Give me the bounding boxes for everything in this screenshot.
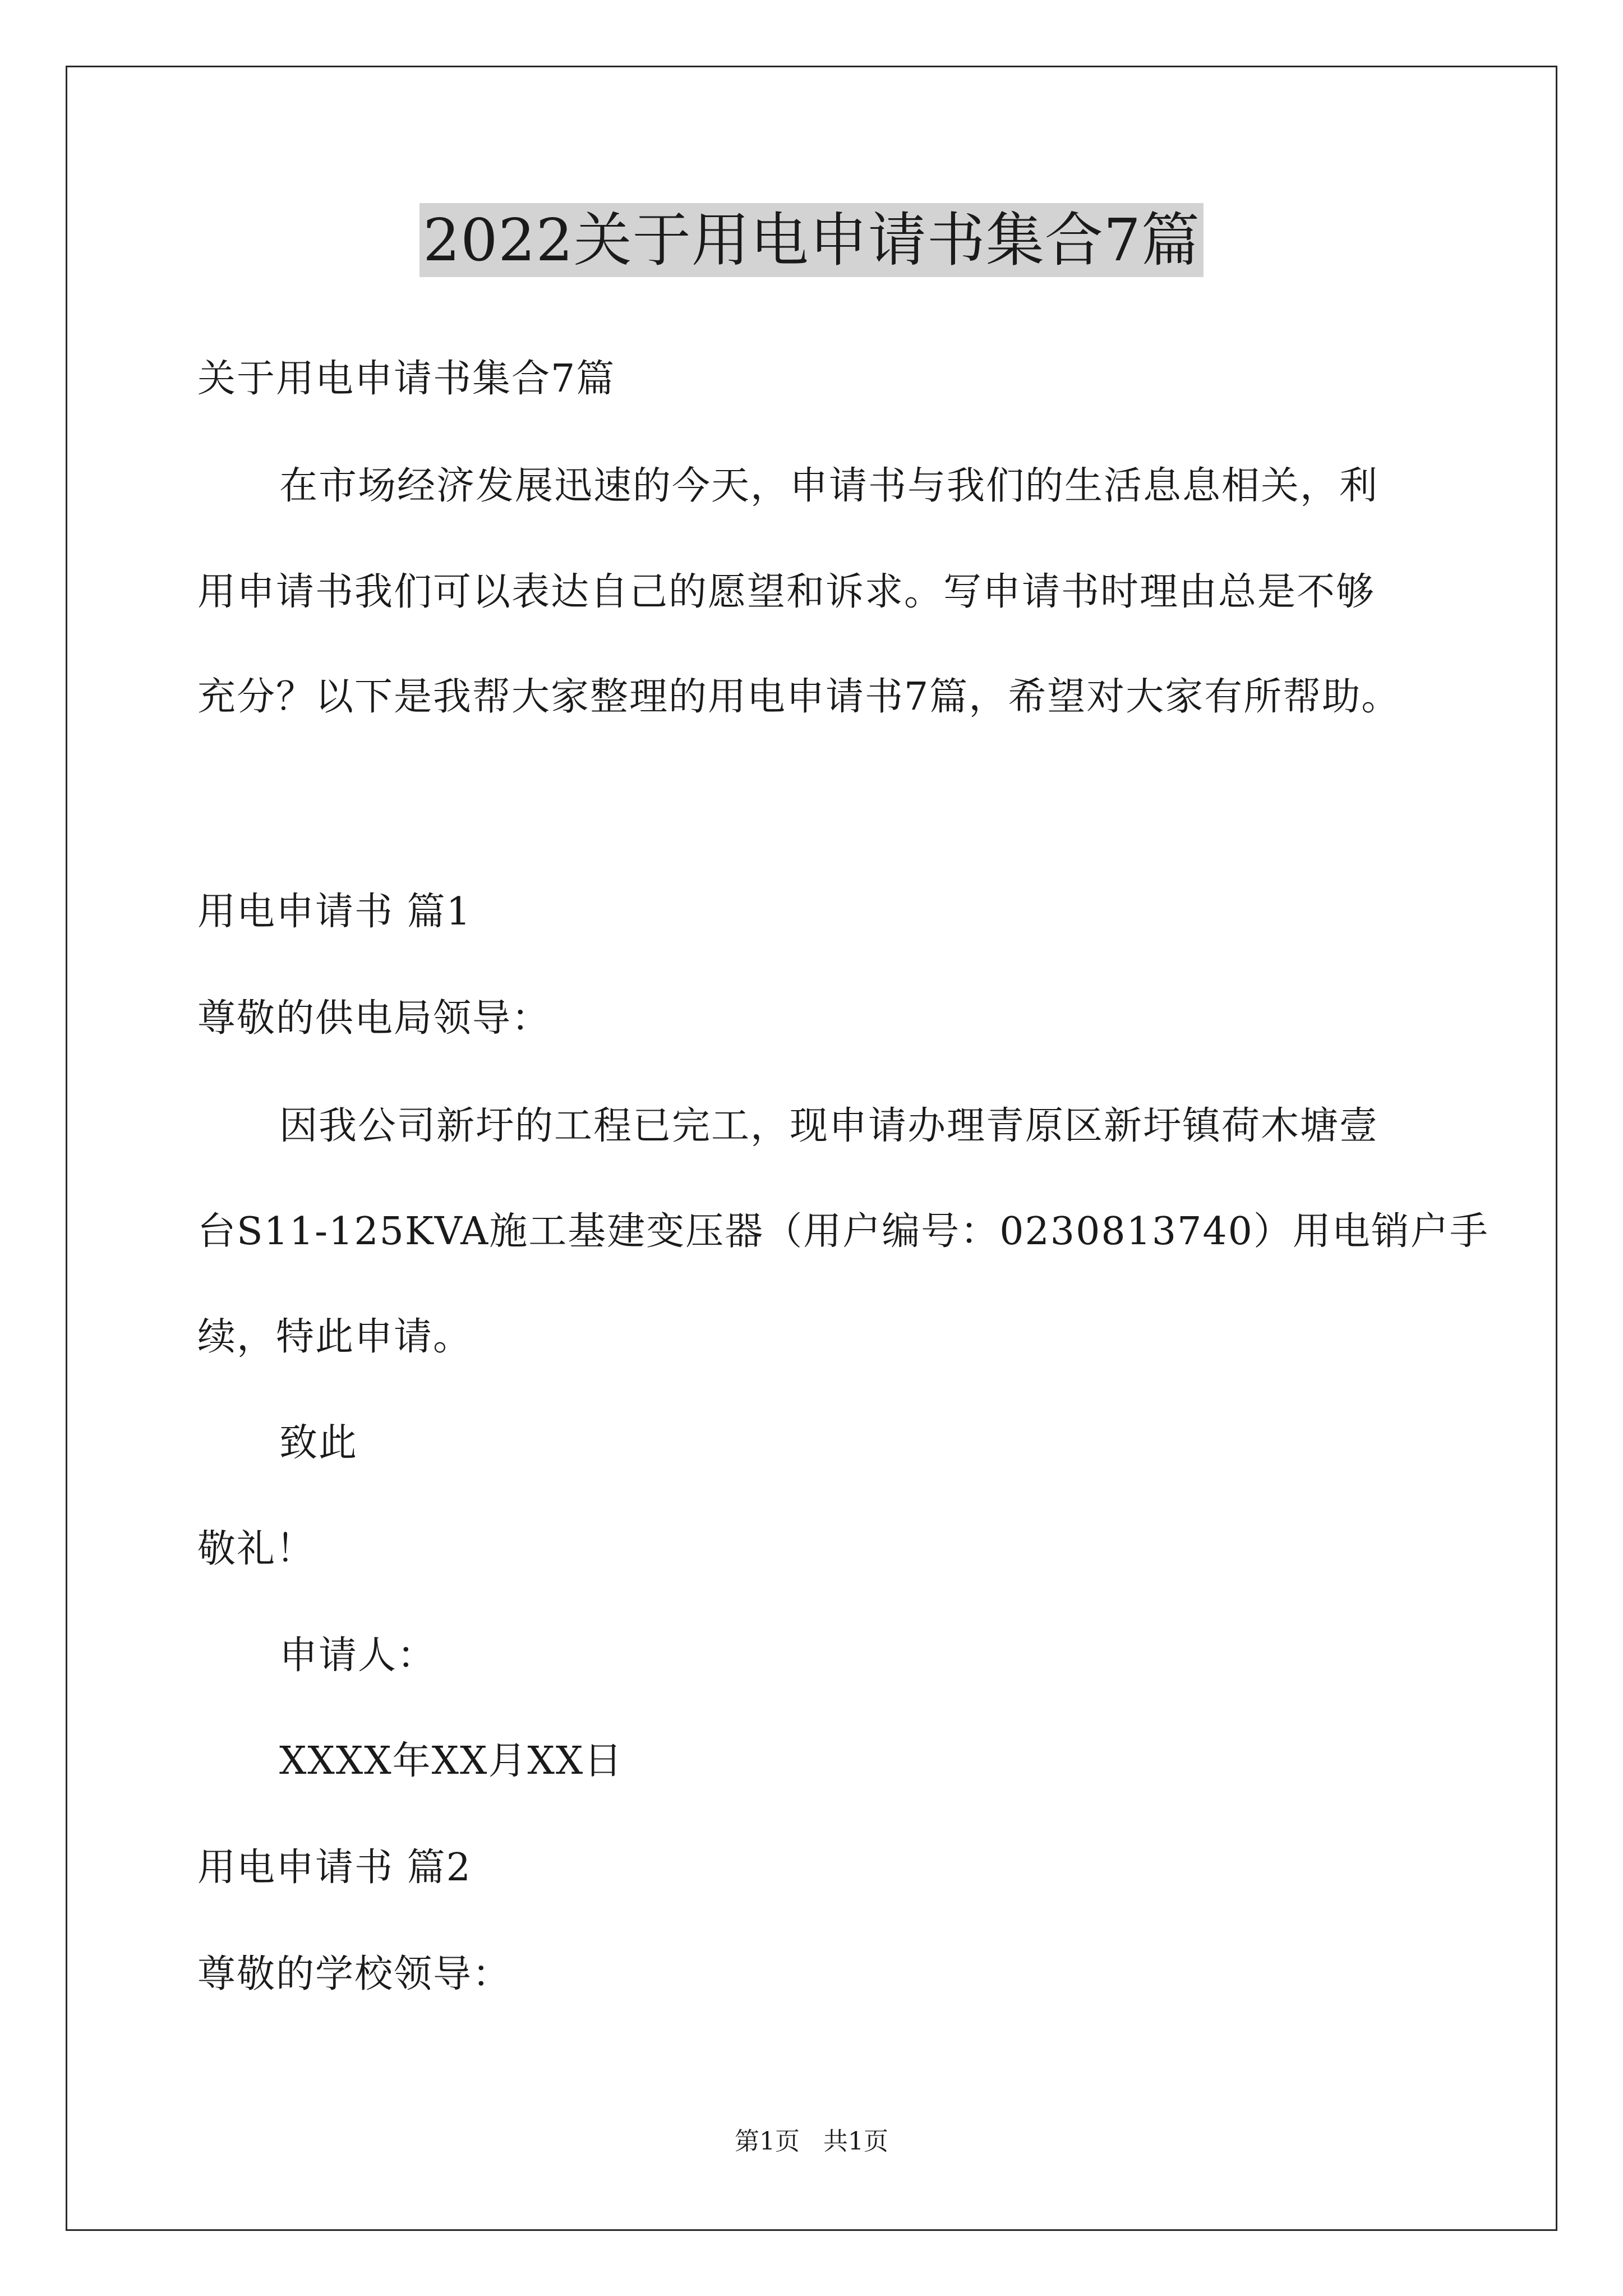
section-2-heading: 用电申请书 篇2 <box>197 1846 472 1890</box>
document-title: 2022关于用电申请书集合7篇 <box>419 203 1204 277</box>
title-container <box>0 203 1623 277</box>
section-1-closing-1: 致此 <box>279 1421 358 1465</box>
document-subtitle: 关于用电申请书集合7篇 <box>197 357 616 401</box>
intro-line-3: 充分？以下是我帮大家整理的用电申请书7篇，希望对大家有所帮助。 <box>197 675 1401 719</box>
section-1-body-line-3: 续，特此申请。 <box>197 1315 473 1359</box>
section-1-applicant: 申请人： <box>279 1634 437 1678</box>
section-1-body-line-2: 台S11-125KVA施工基建变压器（用户编号：0230813740）用电销户手 <box>197 1209 1489 1254</box>
section-1-closing-2: 敬礼！ <box>197 1527 316 1571</box>
section-1-date: XXXX年XX月XX日 <box>279 1739 624 1783</box>
section-1-body-line-1: 因我公司新圩的工程已完工，现申请办理青原区新圩镇荷木塘壹 <box>279 1104 1379 1148</box>
section-1-heading: 用电申请书 篇1 <box>197 890 472 934</box>
intro-line-2: 用申请书我们可以表达自己的愿望和诉求。写申请书时理由总是不够 <box>197 570 1376 614</box>
page-footer: 第1页 共1页 <box>735 2127 888 2156</box>
intro-line-1: 在市场经济发展迅速的今天，申请书与我们的生活息息相关，利 <box>279 464 1379 508</box>
section-2-salutation: 尊敬的学校领导： <box>197 1952 512 1996</box>
section-1-salutation: 尊敬的供电局领导： <box>197 996 551 1041</box>
